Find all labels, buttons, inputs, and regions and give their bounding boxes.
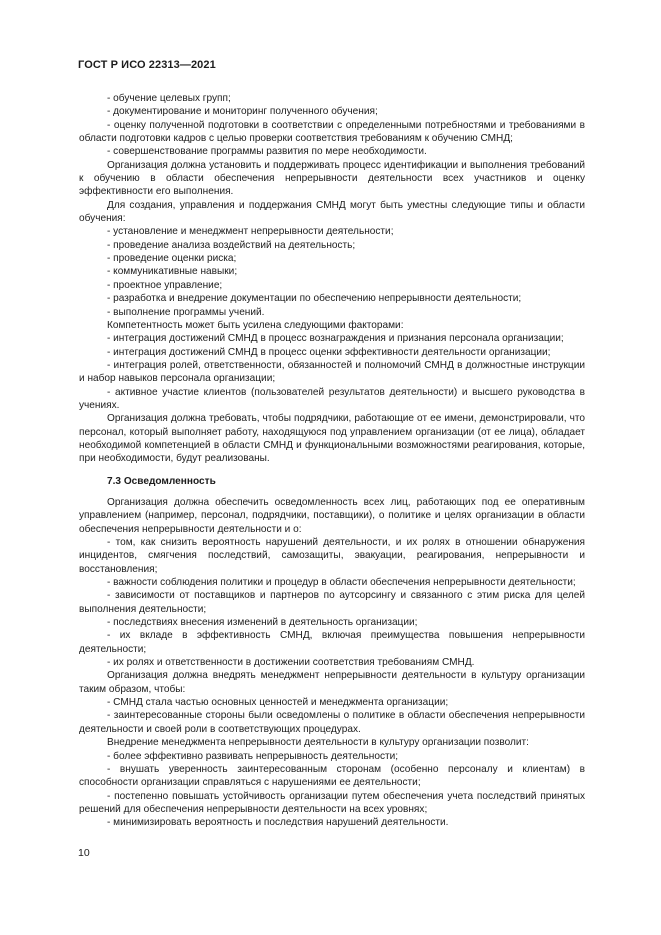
paragraph: - коммуникативные навыки; [107,266,238,278]
paragraph: - минимизировать вероятность и последствия нарушений деятельности. [107,817,449,829]
paragraph-group-awareness [79,496,585,830]
paragraph: - их вкладе в эффективность СМНД, включая преимущества повышения непрерывности деятельности; [79,630,585,655]
paragraph: - активное участие клиентов (пользователей результатов деятельности) и высшего руководства в учениях. [79,386,585,411]
paragraph: - разработка и внедрение документации по обеспечению непрерывности деятельности; [107,293,522,305]
paragraph: Компетентность может быть усилена следующими факторами: [107,319,404,331]
paragraph: - зависимости от поставщиков и партнеров по аутсорсингу и связанного с этим риска для целей выполнения деятельности; [79,590,585,615]
paragraph: - оценку полученной подготовки в соответствии с определенными потребностями и требованиями в области подготовки кадров с целью проверки соответствия требованиям к обучению СМНД; [79,119,585,145]
paragraph: - их ролях и ответственности в достижении соответствия требованиям СМНД. [107,657,475,669]
paragraph: - проведение анализа воздействий на деятельность; [107,239,356,251]
paragraph: - внушать уверенность заинтересованным сторонам (особенно персоналу и клиентам) в способности организации справляться с нарушениями ее деятельности; [79,763,585,789]
paragraph: - постепенно повышать устойчивость организации путем обеспечения учета последствий принятых решений для обеспечения непрерывности деятельности на всех уровнях; [79,790,585,815]
paragraph: - выполнение программы учений. [107,306,265,318]
paragraph: - установление и менеджмент непрерывности деятельности; [107,226,394,238]
section-heading: 7.3 Осведомленность [107,475,216,487]
paragraph-group-training [79,92,585,466]
paragraph: - интеграция ролей, ответственности, обязанностей и полномочий СМНД в должностные инструкции и набор навыков персонала организации; [79,359,585,385]
paragraph: - обучение целевых групп; [107,93,231,104]
paragraph: - совершенствование программы развития по мере необходимости. [107,146,427,158]
paragraph: Организация должна обеспечить осведомленность всех лиц, работающих под ее оперативным управлением (например, персонал, подрядчики, поставщики), о политике и целях организации в области обеспечения непрерывности деятельности и о: [79,496,585,535]
paragraph: - проведение оценки риска; [107,253,237,265]
paragraph: - заинтересованные стороны были осведомлены о политике в области обеспечения непрерывности деятельности и своей роли в соответствующих процедурах. [79,710,585,735]
paragraph: Внедрение менеджмента непрерывности деятельности в культуру организации позволит: [107,737,529,749]
document-header: ГОСТ Р ИСО 22313—2021 [78,59,216,71]
paragraph: - том, как снизить вероятность нарушений деятельности, и их ролях в отношении обнаружения инцидентов, смягчения последствий, самозащиты, эвакуации, реагирования, непрерывности и восстановления; [79,537,585,575]
document-body [79,92,585,830]
paragraph: - интеграция достижений СМНД в процесс вознаграждения и признания персонала организации; [107,333,564,345]
paragraph: - документирование и мониторинг полученного обучения; [107,106,378,118]
paragraph: - более эффективно развивать непрерывность деятельности; [107,750,399,762]
paragraph: Организация должна установить и поддерживать процесс идентификации и выполнения требований к обучению в области обеспечения непрерывности деятельности всех участников и оценку эффективности его выполнения. [79,159,585,198]
paragraph: - последствиях внесения изменений в деятельность организации; [107,617,418,629]
paragraph: - интеграция достижений СМНД в процесс оценки эффективности деятельности организации; [107,346,551,358]
paragraph: - СМНД стала частью основных ценностей и менеджмента организации; [107,697,449,709]
paragraph: - проектное управление; [107,279,223,291]
paragraph: Организация должна внедрять менеджмент непрерывности деятельности в культуру организации таким образом, чтобы: [79,670,585,695]
paragraph: - важности соблюдения политики и процедур в области обеспечения непрерывности деятельности; [107,577,576,589]
page-number: 10 [78,847,90,859]
paragraph: Организация должна требовать, чтобы подрядчики, работающие от ее имени, демонстрировали, что персонал, который выполняет работу, находящуюся под управлением организации (от ее лица), обладает необходимой компетенцией в области СМНД и функциональными возможностями реагирования, которые, при необходимости, будут реализованы. [79,413,585,465]
paragraph: Для создания, управления и поддержания СМНД могут быть уместны следующие типы и области обучения: [79,199,585,225]
